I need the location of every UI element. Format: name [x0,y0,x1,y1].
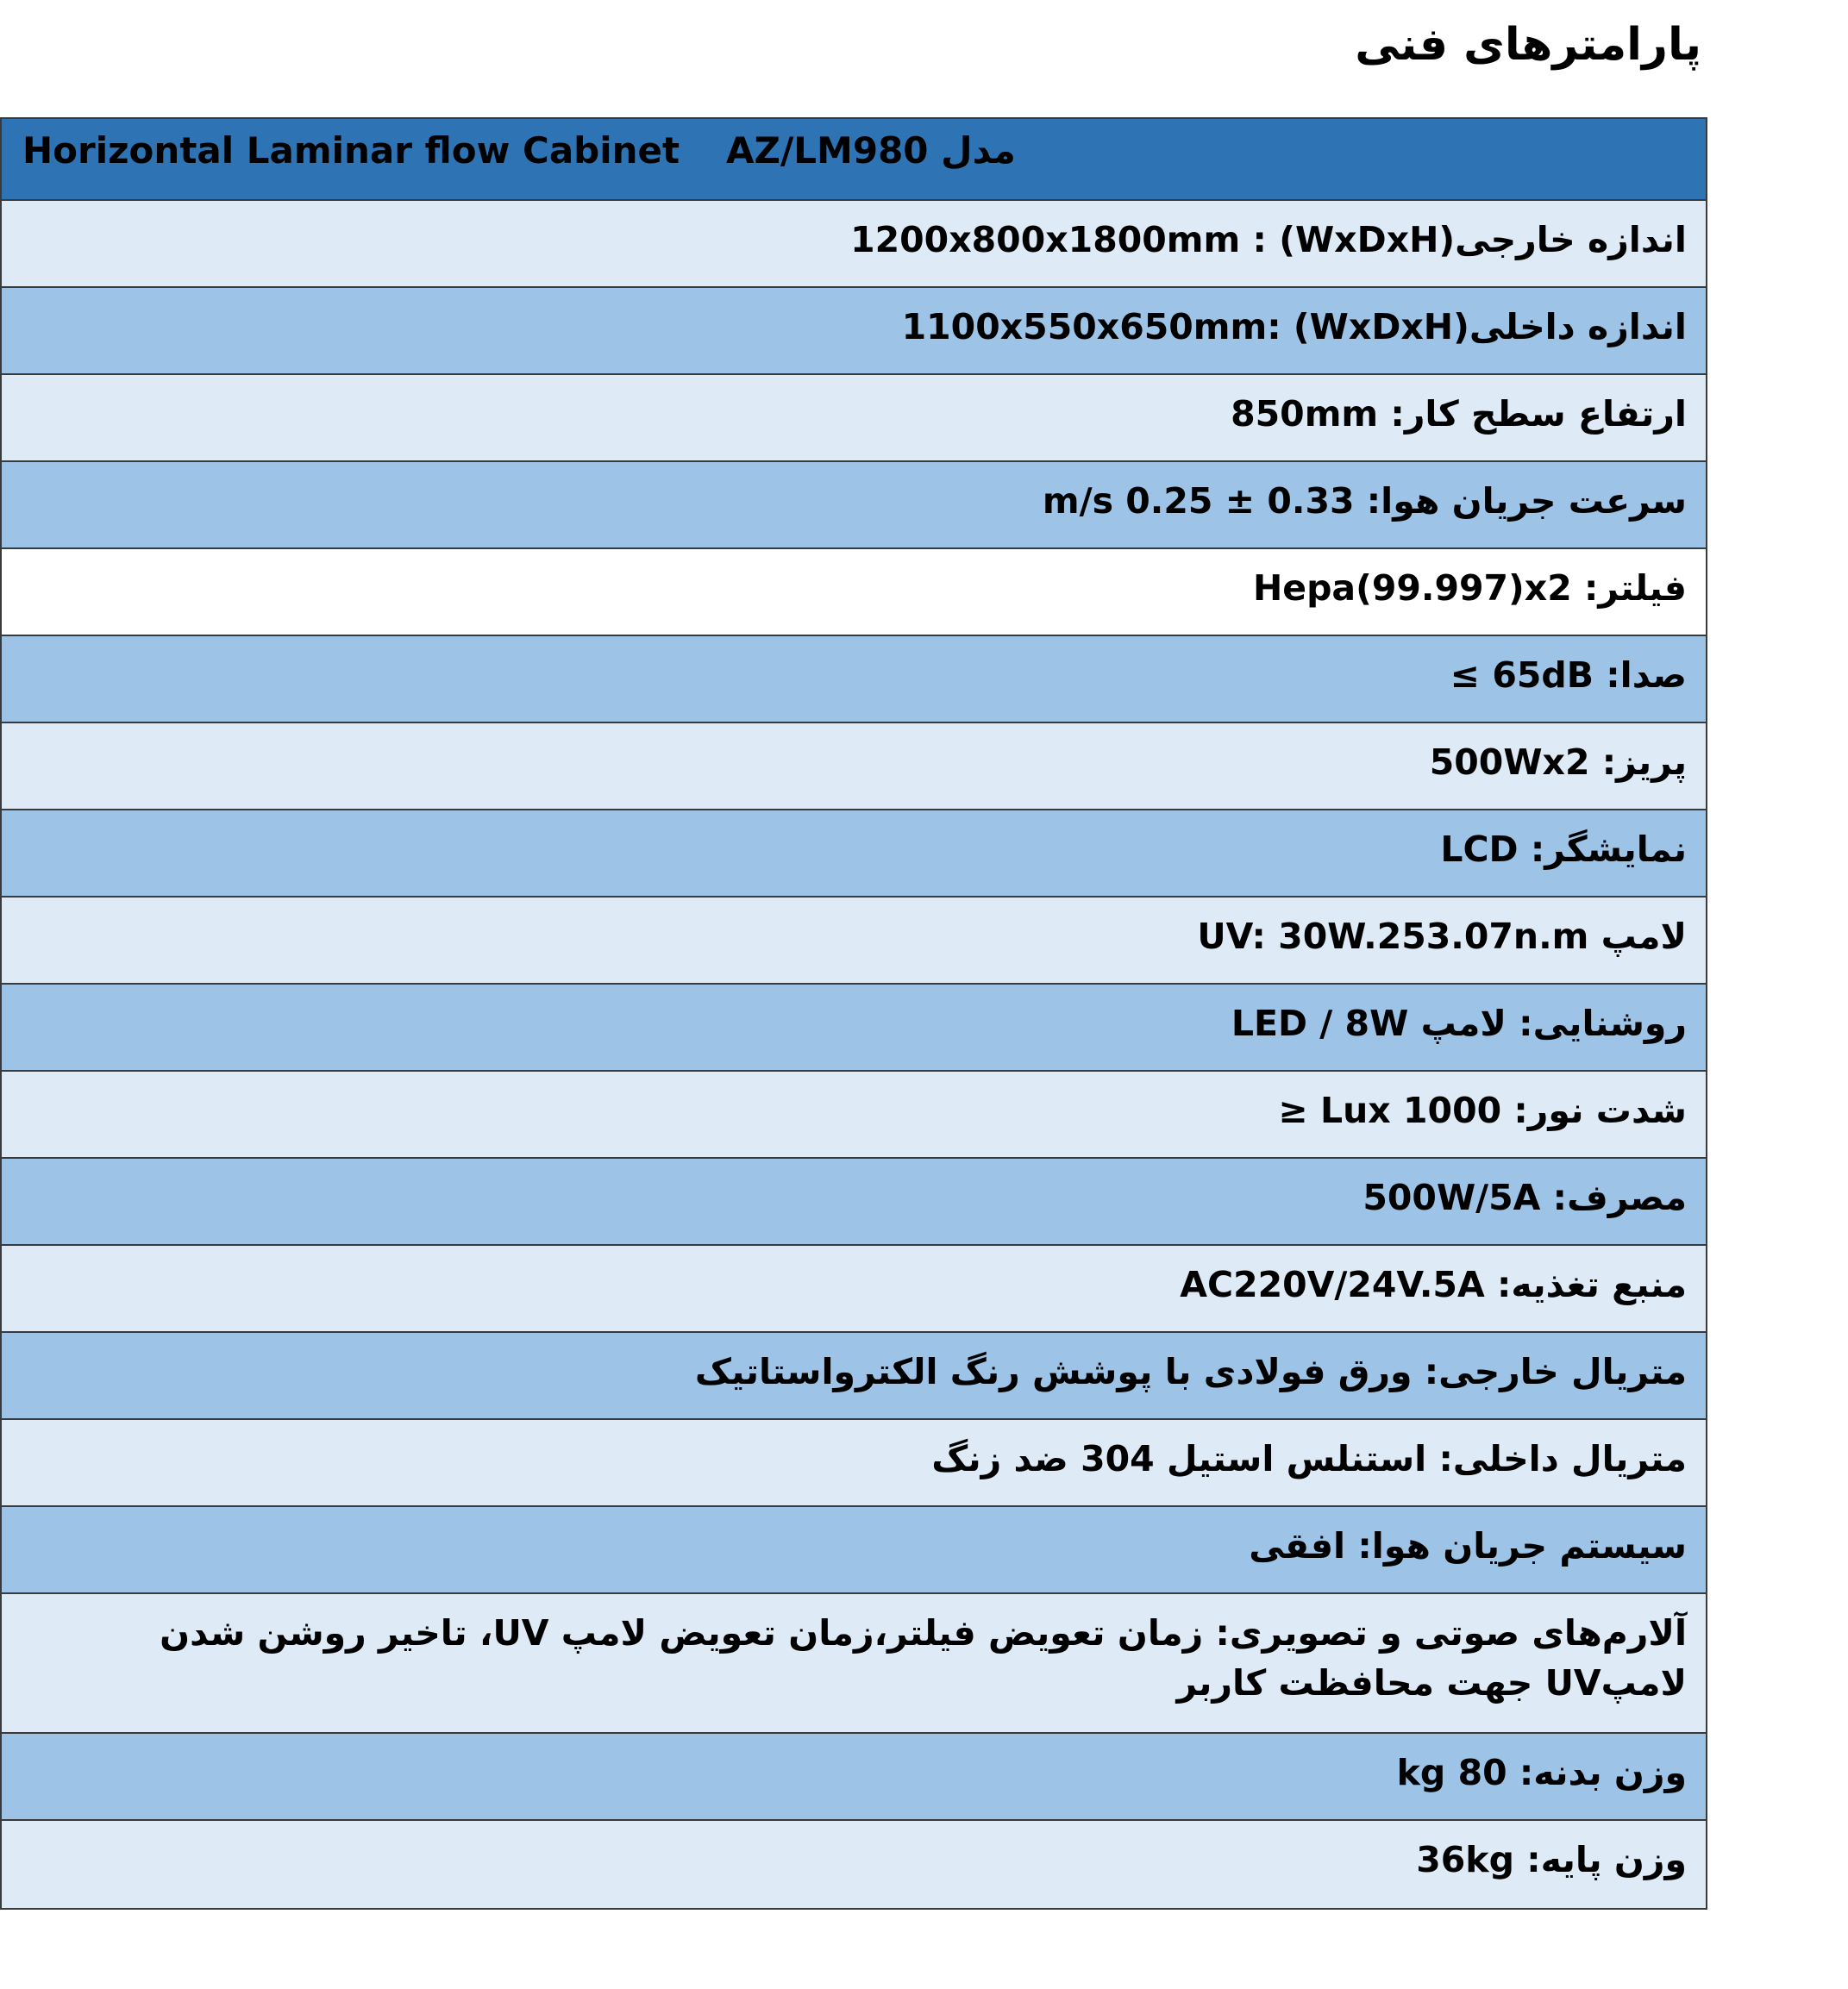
spec-work-height: ارتفاع سطح کار: 850mm [1231,393,1687,435]
spec-power-supply: منبع تغذیه: AC220V/24V.5A [1180,1264,1687,1305]
page-title: پارامترهای فنی [1355,19,1701,71]
spec-alarms: آلارم‌های صوتی و تصویری: زمان تعویض فیلتر،زمان تعویض لامپ UV، تاخیر روشن شدن لامپUV جهت محافظت کاربر [160,1612,1687,1704]
spec-socket: پریز: 500Wx2 [1429,741,1687,783]
table-row [2,898,1706,985]
spec-airflow-speed: سرعت جریان هوا: 0.33 ± 0.25 m/s [1042,480,1687,522]
spec-internal-size: اندازه داخلی(WxDxH) :1100x550x650mm [901,306,1687,347]
spec-noise: صدا: 65dB ≥ [1450,654,1687,696]
table-row [2,1594,1706,1734]
table-row [2,985,1706,1072]
table-row [2,1159,1706,1246]
table-row [2,636,1706,723]
spec-lighting: روشنایی: لامپ LED / 8W [1231,1003,1687,1044]
table-row [2,1333,1706,1420]
spec-stand-weight: وزن پایه: 36kg [1416,1839,1687,1880]
table-row [2,375,1706,462]
table-row [2,1734,1706,1821]
spec-uv-lamp: لامپ UV: 30W.253.07n.m [1197,916,1687,957]
table-row [2,810,1706,898]
spec-table [0,117,1707,1910]
table-row [2,549,1706,636]
table-row [2,1507,1706,1594]
table-row [2,1821,1706,1908]
table-row [2,288,1706,375]
table-row [2,201,1706,288]
spec-filter: فیلتر: Hepa(99.997)x2 [1252,567,1687,609]
spec-display: نمایشگر: LCD [1440,829,1687,870]
table-row [2,462,1706,549]
table-row [2,1420,1706,1507]
spec-body-weight: وزن بدنه: 80 kg [1396,1752,1687,1793]
table-row [2,723,1706,810]
product-name: Horizontal Laminar flow Cabinet [22,129,680,172]
table-row [2,1246,1706,1333]
spec-light-intensity: شدت نور: 1000 Lux ≤ [1278,1090,1687,1131]
spec-consumption: مصرف: 500W/5A [1363,1177,1687,1218]
spec-airflow-system: سیستم جریان هوا: افقی [1249,1525,1687,1567]
table-header-row [2,119,1706,201]
table-row [2,1072,1706,1159]
model-label: مدل AZ/LM980 [726,129,1016,172]
spec-internal-material: متریال داخلی: استنلس استیل 304 ضد زنگ [931,1438,1687,1479]
spec-external-material: متریال خارجی: ورق فولادی با پوشش رنگ الکترواستاتیک [694,1351,1687,1392]
spec-external-size: اندازه خارجی(WxDxH) : 1200x800x1800mm [850,219,1687,260]
